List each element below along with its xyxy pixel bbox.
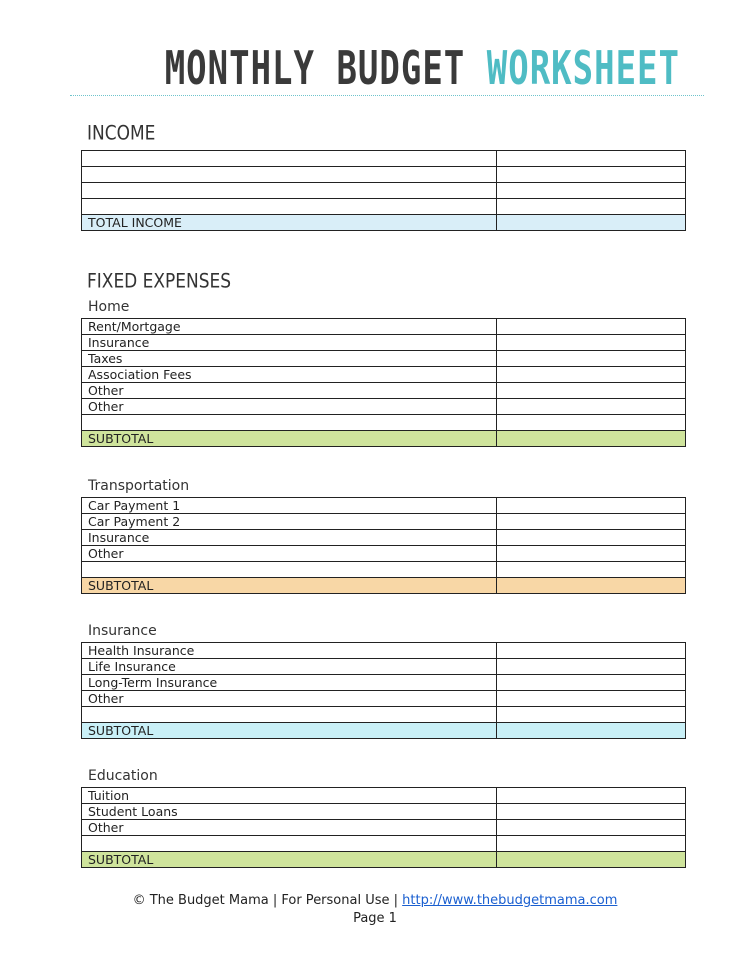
table-row [82,351,686,367]
table-row [82,167,686,183]
income-label-cell[interactable] [82,199,497,215]
table-row [82,675,686,691]
expense-label-cell: Insurance [82,530,497,546]
expense-label-cell[interactable] [82,562,497,578]
fixed-expenses-heading: FIXED EXPENSES [87,270,232,293]
expense-label-cell: Taxes [82,351,497,367]
expense-label-cell: Insurance [82,335,497,351]
table-row [82,820,686,836]
subtotal-amount-cell[interactable] [497,852,686,868]
income-label-cell[interactable] [82,167,497,183]
expense-label-cell: Car Payment 1 [82,498,497,514]
expense-label-cell[interactable] [82,836,497,852]
expense-label-cell[interactable] [82,707,497,723]
table-row [82,335,686,351]
total-income-amount-cell[interactable] [497,215,686,231]
expense-label-cell: Student Loans [82,804,497,820]
expense-label-cell: Tuition [82,788,497,804]
expense-amount-cell[interactable] [497,707,686,723]
subtotal-label: SUBTOTAL [82,431,497,447]
income-table [81,150,686,231]
insurance-subtotal-row [82,723,686,739]
table-row [82,659,686,675]
subtotal-label: SUBTOTAL [82,578,497,594]
table-row [82,643,686,659]
expense-label-cell: Other [82,820,497,836]
expense-amount-cell[interactable] [497,319,686,335]
subtotal-label: SUBTOTAL [82,852,497,868]
subtotal-label: SUBTOTAL [82,723,497,739]
expense-label-cell[interactable] [82,415,497,431]
expense-amount-cell[interactable] [497,562,686,578]
home-heading: Home [88,299,130,315]
total-income-label: TOTAL INCOME [82,215,497,231]
expense-amount-cell[interactable] [497,836,686,852]
transportation-table [81,497,686,594]
expense-label-cell: Rent/Mortgage [82,319,497,335]
transportation-subtotal-row [82,578,686,594]
title-divider [70,95,704,96]
home-subtotal-row [82,431,686,447]
expense-amount-cell[interactable] [497,367,686,383]
income-amount-cell[interactable] [497,199,686,215]
expense-amount-cell[interactable] [497,498,686,514]
subtotal-amount-cell[interactable] [497,431,686,447]
income-amount-cell[interactable] [497,151,686,167]
income-amount-cell[interactable] [497,183,686,199]
expense-amount-cell[interactable] [497,546,686,562]
expense-label-cell: Health Insurance [82,643,497,659]
page-number: Page 1 [353,911,397,926]
expense-amount-cell[interactable] [497,383,686,399]
expense-amount-cell[interactable] [497,820,686,836]
insurance-table [81,642,686,739]
table-row [82,415,686,431]
table-row [82,151,686,167]
expense-amount-cell[interactable] [497,643,686,659]
education-heading: Education [88,768,158,784]
education-table [81,787,686,868]
page-title [0,42,680,96]
expense-amount-cell[interactable] [497,788,686,804]
table-row [82,546,686,562]
expense-amount-cell[interactable] [497,399,686,415]
income-amount-cell[interactable] [497,167,686,183]
expense-amount-cell[interactable] [497,691,686,707]
table-row [82,691,686,707]
income-label-cell[interactable] [82,151,497,167]
table-row [82,319,686,335]
expense-label-cell: Association Fees [82,367,497,383]
expense-label-cell: Other [82,691,497,707]
footer-credit [0,893,750,908]
expense-amount-cell[interactable] [497,675,686,691]
income-heading: INCOME [87,122,156,145]
table-row [82,367,686,383]
income-label-cell[interactable] [82,183,497,199]
expense-label-cell: Other [82,399,497,415]
expense-amount-cell[interactable] [497,659,686,675]
table-row [82,183,686,199]
insurance-heading: Insurance [88,623,157,639]
expense-amount-cell[interactable] [497,804,686,820]
expense-label-cell: Car Payment 2 [82,514,497,530]
home-table [81,318,686,447]
table-row [82,514,686,530]
footer-copyright: © The Budget Mama | For Personal Use | [132,893,399,908]
title-monthly-budget: MONTHLY BUDGET [164,42,466,96]
subtotal-amount-cell[interactable] [497,723,686,739]
footer-website-link[interactable]: http://www.thebudgetmama.com [402,893,618,908]
subtotal-amount-cell[interactable] [497,578,686,594]
table-row [82,498,686,514]
expense-label-cell: Other [82,383,497,399]
table-row [82,199,686,215]
expense-amount-cell[interactable] [497,514,686,530]
table-row [82,788,686,804]
table-row [82,707,686,723]
table-row [82,399,686,415]
table-row [82,530,686,546]
transportation-heading: Transportation [88,478,190,494]
expense-amount-cell[interactable] [497,530,686,546]
expense-amount-cell[interactable] [497,335,686,351]
table-row [82,562,686,578]
expense-amount-cell[interactable] [497,351,686,367]
total-income-row [82,215,686,231]
table-row [82,836,686,852]
expense-label-cell: Life Insurance [82,659,497,675]
expense-label-cell: Long-Term Insurance [82,675,497,691]
title-worksheet: WORKSHEET [486,42,680,96]
education-subtotal-row [82,852,686,868]
expense-label-cell: Other [82,546,497,562]
table-row [82,383,686,399]
expense-amount-cell[interactable] [497,415,686,431]
table-row [82,804,686,820]
